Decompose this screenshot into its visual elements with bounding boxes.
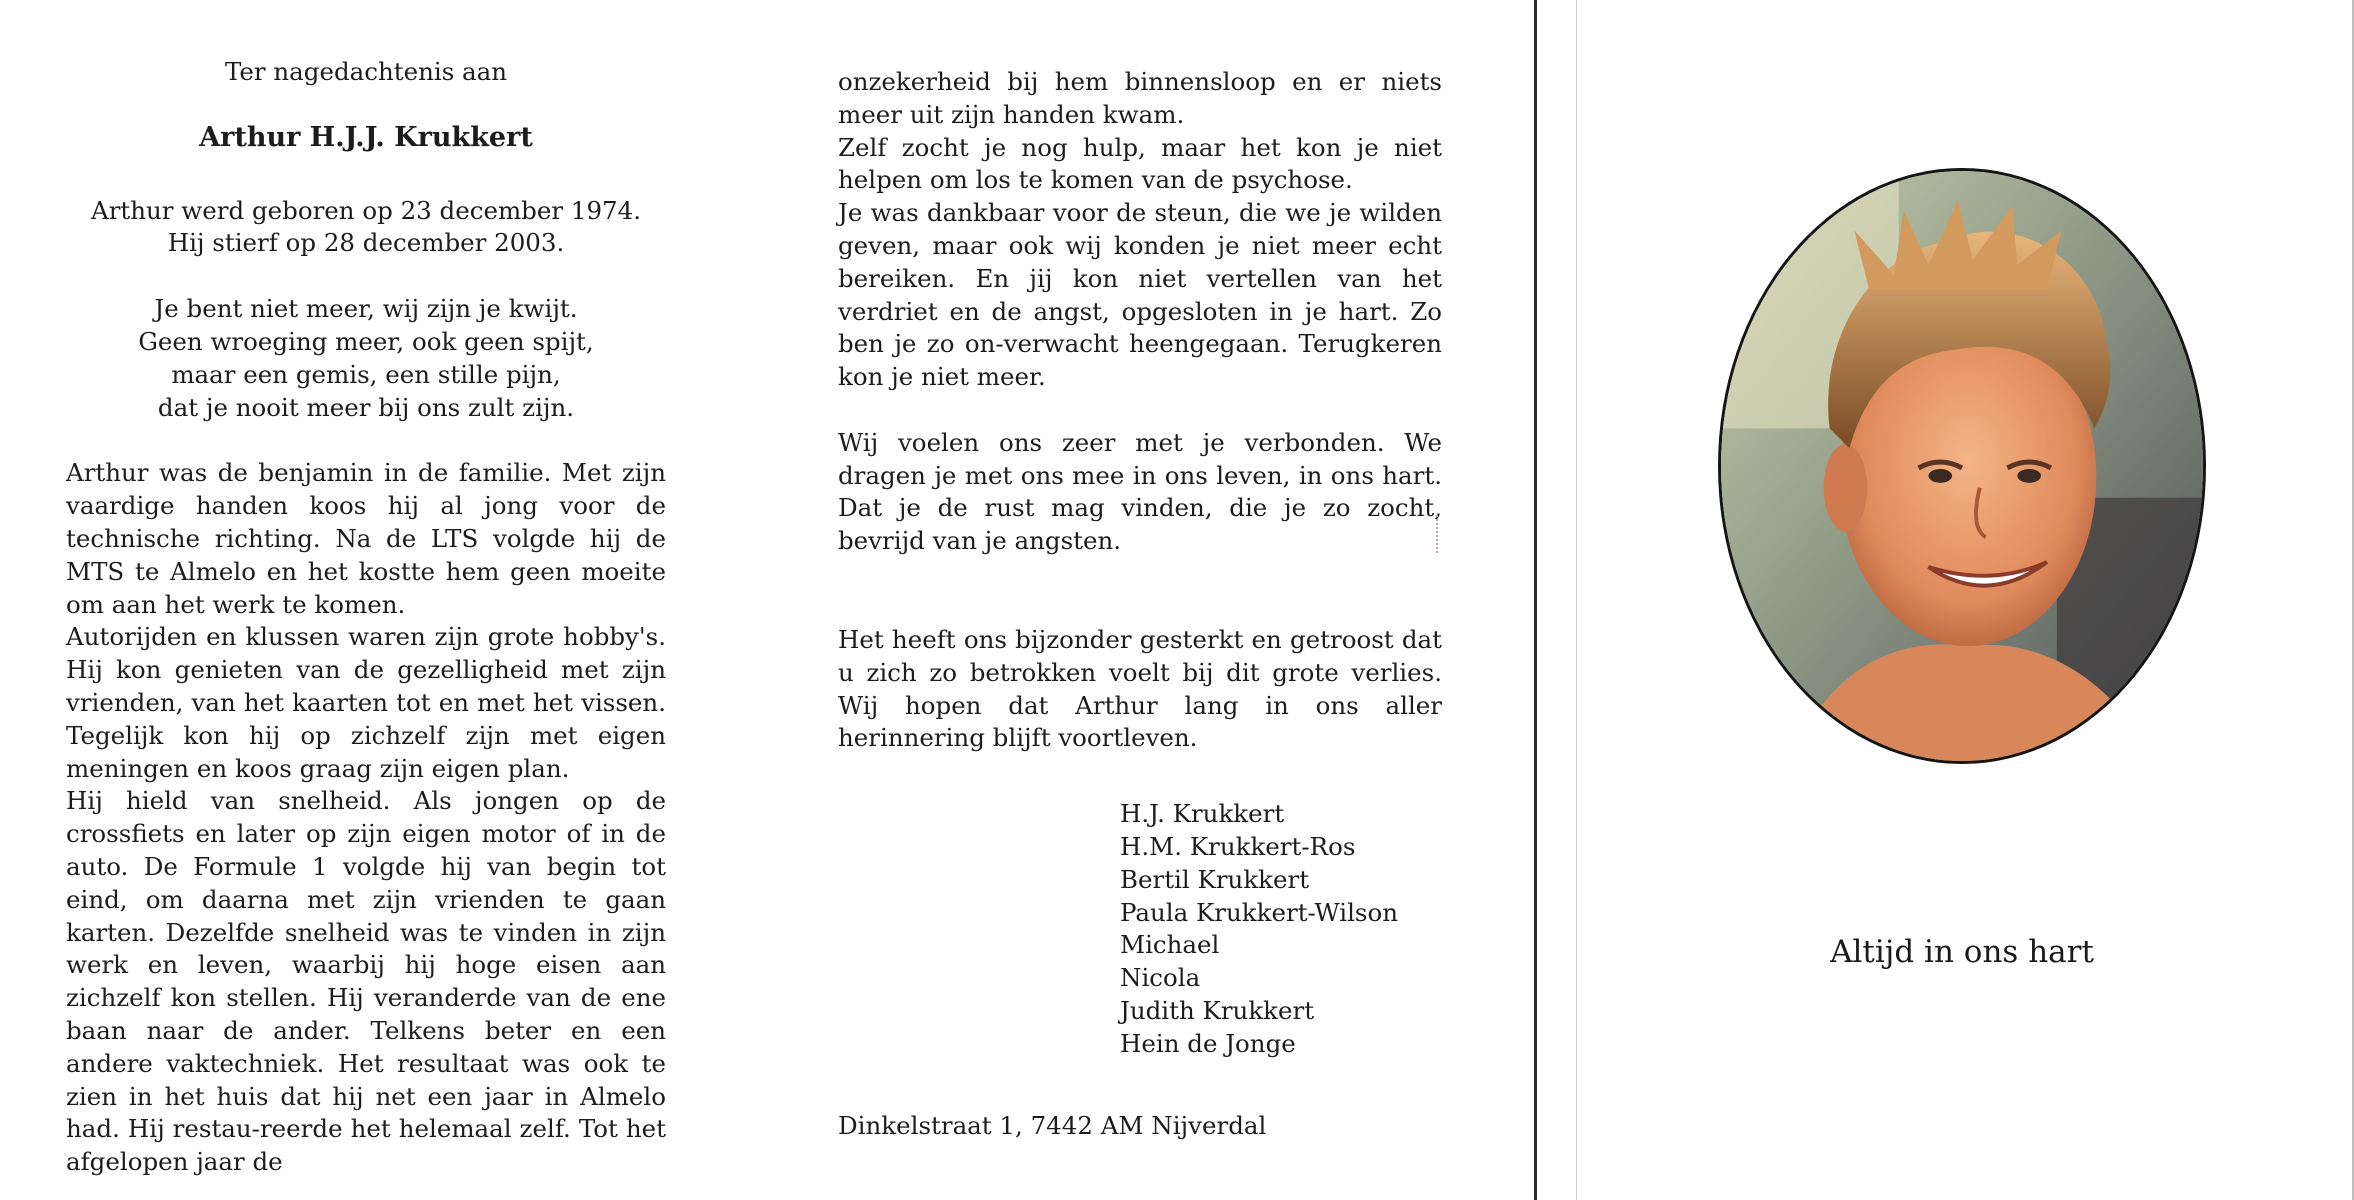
poem-line: dat je nooit meer bij ons zult zijn.: [157, 392, 575, 422]
portrait-illustration: [1721, 171, 2203, 761]
signer-name: H.M. Krukkert-Ros: [1120, 831, 1356, 861]
address: Dinkelstraat 1, 7442 AM Nijverdal: [838, 1110, 1267, 1140]
bio-paragraph: Autorijden en klussen waren zijn grote hobby's. Hij kon genieten van de gezelligheid met zijn vrienden, van het kaarten tot en met het vissen. Tegelijk kon hij op zichzelf zijn met eigen meningen en koos graag zijn eigen plan.: [66, 622, 666, 783]
biography: [66, 457, 666, 1179]
signer-name: Bertil Krukkert: [1120, 864, 1310, 894]
deceased-name: Arthur H.J.J. Krukkert: [199, 121, 533, 153]
fold-line: [1534, 0, 1537, 1200]
continued-paragraph: Zelf zocht je nog hulp, maar het kon je niet helpen om los te komen van de psychose.: [838, 132, 1442, 195]
poem-line: Geen wroeging meer, ook geen spijt,: [138, 326, 594, 356]
ink-mark: [1436, 515, 1446, 553]
middle-column: [838, 66, 1442, 1142]
bio-paragraph: Hij hield van snelheid. Als jongen op de crossfiets en later op zijn eigen motor of in de auto. De Formule 1 volgde hij van begin tot eind, om daarna met zijn vrienden te gaan karten. Dezelfde snelheid was te vinden in zijn werk en leven, waarbij hij hoge eisen aan zichzelf kon stellen. Hij veranderde van de ene baan naar de ander. Telkens beter en een andere vaktechniek. Het resultaat was ook te zien in het huis dat hij net een jaar in Almelo had. Hij restau-reerde het helemaal zelf. Tot het afgelopen jaar de: [66, 786, 666, 1177]
birth-date-line: Arthur werd geboren op 23 december 1974.: [91, 195, 641, 225]
signer-name: Judith Krukkert: [1120, 995, 1315, 1025]
continued-paragraph: onzekerheid bij hem binnensloop en er niets meer uit zijn handen kwam.: [838, 67, 1442, 129]
poem-line: maar een gemis, een stille pijn,: [171, 359, 561, 389]
signers-list: [1120, 798, 1442, 1060]
portrait-photo: [1718, 168, 2206, 764]
bio-paragraph: Arthur was de benjamin in de familie. Met zijn vaardige handen koos hij al jong voor de technische richting. Na de LTS volgde hij de MTS te Almelo en het kostte hem geen moeite om aan het werk te komen.: [66, 458, 666, 619]
signer-name: Hein de Jonge: [1120, 1028, 1296, 1058]
signer-name: H.J. Krukkert: [1120, 799, 1285, 829]
fold-edge: [1576, 0, 1577, 1200]
left-column: [66, 56, 666, 1179]
memorial-intro: Ter nagedachtenis aan: [224, 57, 508, 86]
poem-line: Je bent niet meer, wij zijn je kwijt.: [154, 294, 578, 324]
death-date-line: Hij stierf op 28 december 2003.: [167, 228, 565, 258]
connection-paragraph: Wij voelen ons zeer met je verbonden. We dragen je met ons mee in ons leven, in ons hart. Dat je de rust mag vinden, die je zo zocht, bevrijd van je angsten.: [838, 427, 1442, 556]
poem: [66, 293, 666, 424]
signer-name: Nicola: [1120, 963, 1201, 993]
thanks-paragraph: Het heeft ons bijzonder gesterkt en getroost dat u zich zo betrokken voelt bij dit grote verlies. Wij hopen dat Arthur lang in ons aller herinnering blijft voortleven.: [838, 624, 1442, 753]
portrait-caption: Altijd in ons hart: [1830, 934, 2094, 970]
signer-name: Paula Krukkert-Wilson: [1120, 897, 1399, 927]
dates-block: [66, 195, 666, 261]
signer-name: Michael: [1120, 930, 1220, 960]
continued-paragraph: Je was dankbaar voor de steun, die we je wilden geven, maar ook wij konden je niet meer echt bereiken. En jij kon niet vertellen van het verdriet en de angst, opgesloten in je hart. Zo ben je zo on-verwacht heengegaan. Terugkeren kon je niet meer.: [838, 198, 1442, 392]
